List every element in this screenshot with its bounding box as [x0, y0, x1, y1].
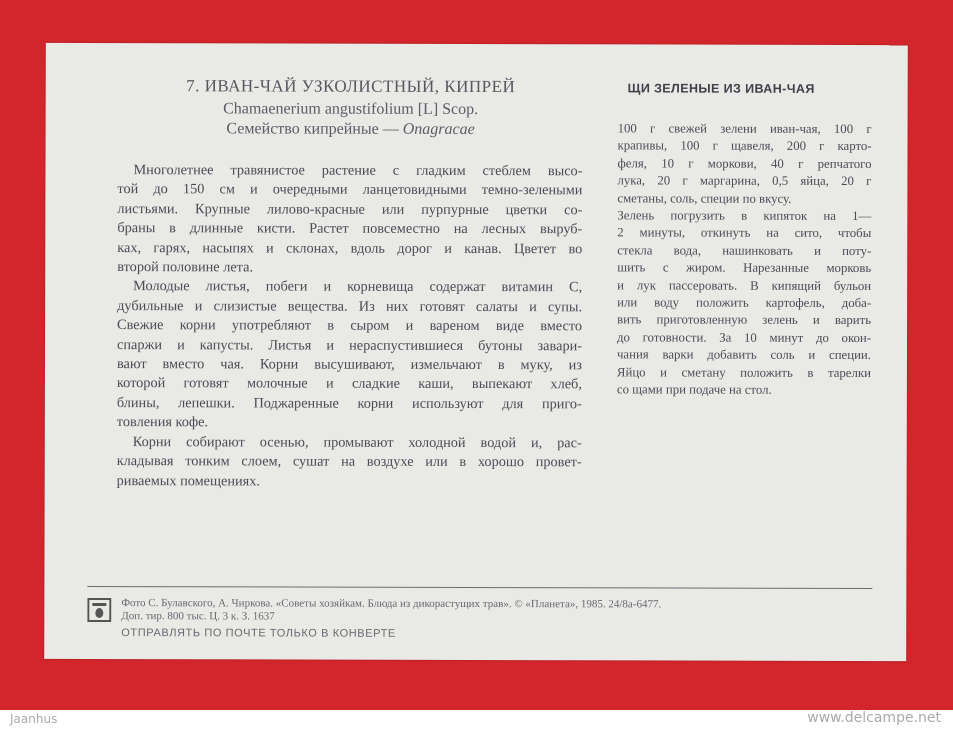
- description-line: кладывая тонким слоем, сушат на воздухе или в хорошо провет-: [116, 453, 582, 471]
- family-line: [116, 120, 586, 139]
- recipe-line: феля, 10 г моркови, 40 г репчатого: [617, 156, 872, 171]
- recipe-line: 2 минуты, откинуть на сито, чтобы: [617, 225, 872, 241]
- description-line: дубильные и слизистые вещества. Из них готовят салаты и супы.: [117, 297, 583, 316]
- description-line: второй половине лета.: [117, 259, 254, 276]
- recipe-line: Зелень погрузить в кипяток на 1—: [617, 208, 872, 224]
- recipe-line: 100 г свежей зелени иван-чая, 100 г: [617, 121, 872, 137]
- recipe-line: лука, 20 г маргарина, 0,5 яйца, 20 г: [617, 173, 872, 189]
- recipe-line: сметаны, соль, специи по вкусу.: [617, 190, 792, 206]
- description-line: которой готовят молочные и сладкие каши, выпекают хлеб,: [116, 375, 582, 393]
- watermark-right: www.delcampe.net: [807, 710, 941, 726]
- recipe-line: со щами при подаче на стол.: [616, 382, 772, 397]
- footer-mail-notice: ОТПРАВЛЯТЬ ПО ПОЧТЕ ТОЛЬКО В КОНВЕРТЕ: [121, 627, 396, 640]
- footer-credits: Фото С. Булавского, А. Чиркова. «Советы хозяйкам. Блюда из дикорастущих трав». © «Планета», 1985. 24/8а-6477.: [121, 597, 662, 611]
- description-line: листьями. Крупные лилово-красные или пурпурные цветки со-: [117, 200, 583, 219]
- description-line: Корни собирают осенью, промывают холодной водой и, рас-: [132, 433, 582, 451]
- recipe-line: крапивы, 100 г щавеля, 200 г карто-: [617, 138, 872, 154]
- description-line: товления кофе.: [116, 414, 209, 431]
- description-line: риваемых помещениях.: [116, 472, 260, 489]
- recipe-text: [617, 120, 872, 399]
- description-line: спаржи и капусты. Листья и нераспустившиеся бутоны завари-: [116, 336, 583, 354]
- footer-divider: [87, 586, 872, 589]
- latin-name: Chamaenerium angustifolium [L] Scop.: [223, 100, 479, 119]
- family-latin: Onagracae: [402, 120, 475, 138]
- publisher-logo-icon: [87, 598, 111, 622]
- recipe-line: или воду положить картофель, доба-: [617, 295, 872, 311]
- recipe-line: до готовности. За 10 минут до окон-: [617, 330, 872, 345]
- family-ru: Семейство кипрейные —: [226, 120, 399, 138]
- description-line: браны в длинные кисти. Растет повсеместно на лесных выруб-: [117, 220, 583, 238]
- description-line: Молодые листья, побеги и корневища содержат витамин С,: [133, 278, 583, 296]
- recipe-line: стекла вода, нашинковать и поту-: [617, 243, 872, 258]
- recipe-line: вить приготовленную зелень и варить: [617, 312, 872, 328]
- postcard-back: [44, 43, 908, 661]
- footer-print-info: Доп. тир. 800 тыс. Ц. 3 к. З. 1637: [121, 610, 275, 623]
- recipe-title: ЩИ ЗЕЛЕНЫЕ ИЗ ИВАН-ЧАЯ: [627, 81, 815, 96]
- description-line: Свежие корни употребляют в сыром и вареном виде вместо: [117, 317, 583, 335]
- description-line: ках, гарях, насыпях и склонах, вдоль дорог и канав. Цветет во: [117, 239, 583, 257]
- plant-title: 7. ИВАН-ЧАЙ УЗКОЛИСТНЫЙ, КИПРЕЙ: [186, 76, 516, 97]
- description-line: Многолетнее травянистое растение с гладким стеблем высо-: [133, 162, 583, 180]
- recipe-line: и лук пассеровать. В кипящий бульон: [617, 278, 872, 293]
- description-line: той до 150 см и очередными ланцетовидными темно-зелеными: [117, 181, 583, 199]
- recipe-line: Яйцо и сметану положить в тарелки: [616, 365, 871, 380]
- description-line: вают вместо чая. Корни высушивают, измельчают в муку, из: [116, 356, 582, 374]
- recipe-line: шить с жиром. Нарезанные морковь: [617, 260, 872, 276]
- recipe-line: чания варки добавить соль и специи.: [616, 347, 872, 363]
- description: [117, 161, 583, 492]
- watermark-left: Jaanhus: [10, 712, 58, 726]
- description-line: блины, лепешки. Поджаренные корни используют для приго-: [116, 394, 582, 413]
